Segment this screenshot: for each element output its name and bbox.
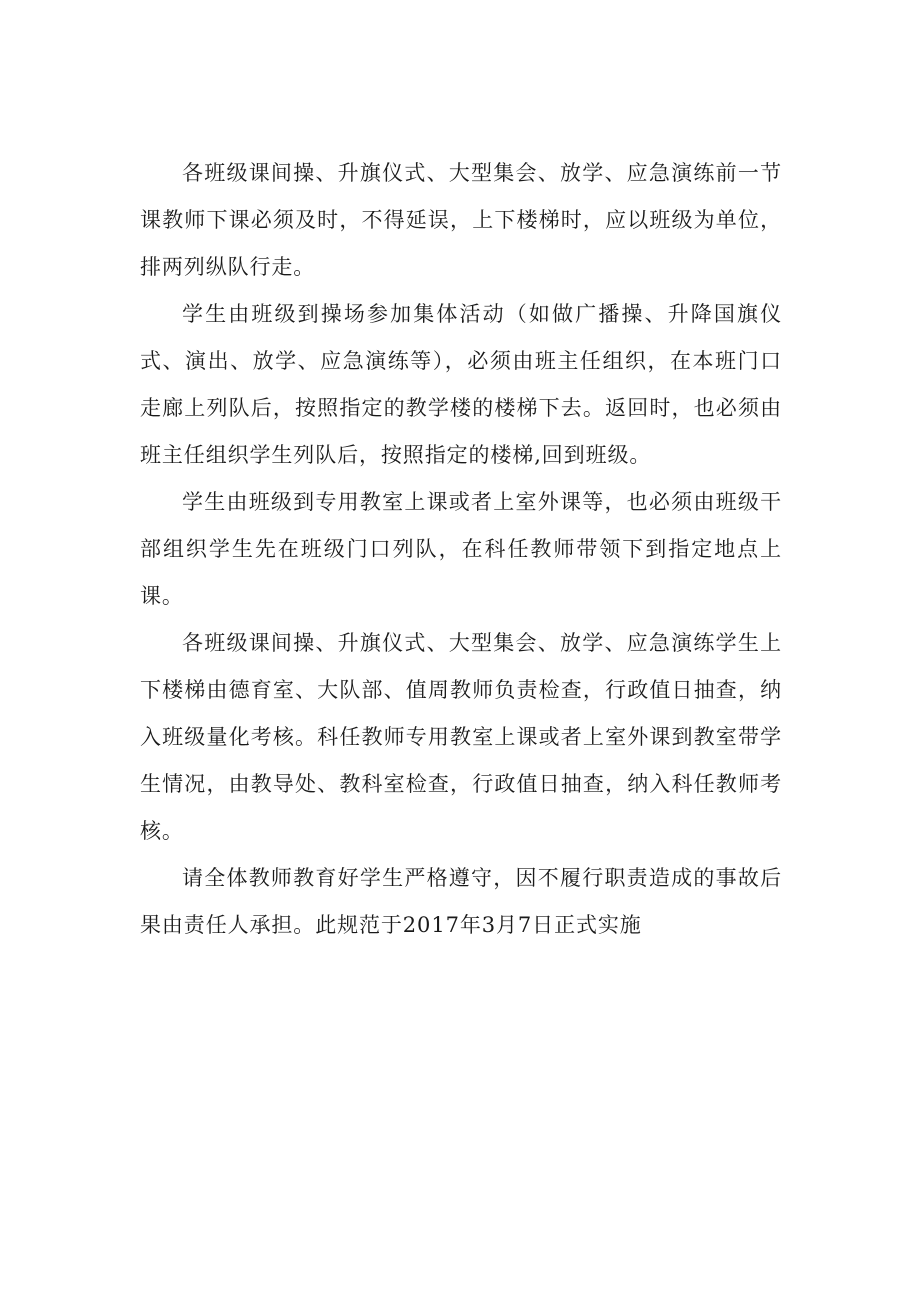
paragraph-collective-activity: 学生由班级到操场参加集体活动（如做广播操、升降国旗仪式、演出、放学、应急演练等），必须由班主任组织，在本班门口走廊上列队后，按照指定的教学楼的楼梯下去。返回时，也必须由班主任组织学生列队后，按照指定的楼梯,回到班级。 [140, 302, 782, 467]
paragraph-inspection: 各班级课间操、升旗仪式、大型集会、放学、应急演练学生上下楼梯由德育室、大队部、值周教师负责检查，行政值日抽查，纳入班级量化考核。科任教师专用教室上课或者上室外课到教室带学生情况，由教导处、教科室检查，行政值日抽查，纳入科任教师考核。 [140, 631, 782, 843]
paragraph-dismissal-timing: 各班级课间操、升旗仪式、大型集会、放学、应急演练前一节课教师下课必须及时，不得延误，上下楼梯时，应以班级为单位，排两列纵队行走。 [140, 161, 782, 279]
document-body [140, 150, 782, 949]
paragraph-special-classroom: 学生由班级到专用教室上课或者上室外课等，也必须由班级干部组织学生先在班级门口列队，在科任教师带领下到指定地点上课。 [140, 490, 782, 608]
paragraph-responsibility: 请全体教师教育好学生严格遵守，因不履行职责造成的事故后果由责任人承担。此规范于2017年3月7日正式实施 [140, 866, 782, 937]
